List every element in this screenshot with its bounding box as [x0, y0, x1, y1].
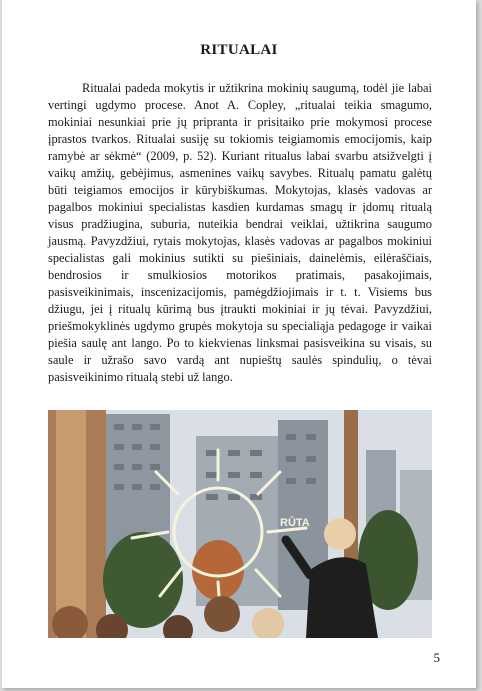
window-frame-panel [56, 410, 86, 638]
page-number: 5 [433, 650, 440, 665]
window-written-name: RŪTA [280, 517, 310, 529]
teacher-head [324, 518, 356, 550]
page-title: RITUALAI [200, 42, 278, 58]
document-page [2, 0, 476, 688]
photo-illustration [48, 410, 432, 638]
classroom-window-photo [48, 410, 432, 638]
body-paragraph: Ritualai padeda mokytis ir užtikrina mokinių saugumą, todėl jie labai vertingi ugdymo procese. Anot A. Copley, „ritualai teikia smagumo, mokiniai nesunkiai prie jų pripranta ir prisitaiko prie mokymosi procese įprastos tvarkos. Ritualai susiję su tokiomis teigiamomis emocijomis, kaip ramybė ar sėkmė“ (2009, p. 52). Kuriant ritualus labai svarbu atsižvelgti į vaikų amžių, gebėjimus, asmenines vaikų savybes. Ritualų pamatu galėtų būti teigiamos emocijos ir kūrybiškumas. Mokytojas, klasės vadovas ar pagalbos mokiniui specialistas kasdien kurdamas smagų ir įdomų ritualą visus pradžiugina, suburia, nuteikia bendrai veiklai, užtikrina saugumo jausmą. Pavyzdžiui, rytais mokytojas, klasės vadovas ar pagalbos mokiniui specialistas gali mokinius sutikti su piešiniais, dainelėmis, eilėraščiais, bendrosios ir smulkiosios motorikos pratimais, pasakojimais, pasisveikinimais, inscenizacijomis, pamėgdžiojimais ir t. t. Visiems bus džiugu, jei į ritualų kūrimą bus įtraukti mokiniai ir jų tėvai. Pavyzdžiui, priešmokyklinės ugdymo grupės mokytoja su specialiąja pedagoge ir vaikai piešia saulę ant lango. Po to kiekvienas linksmai pasisveikina su visais, su saule ir užrašo savo vardą ant nupieštų saulės spindulių, o tėvai pasisveikinimo ritualą stebi už lango. [48, 81, 432, 384]
